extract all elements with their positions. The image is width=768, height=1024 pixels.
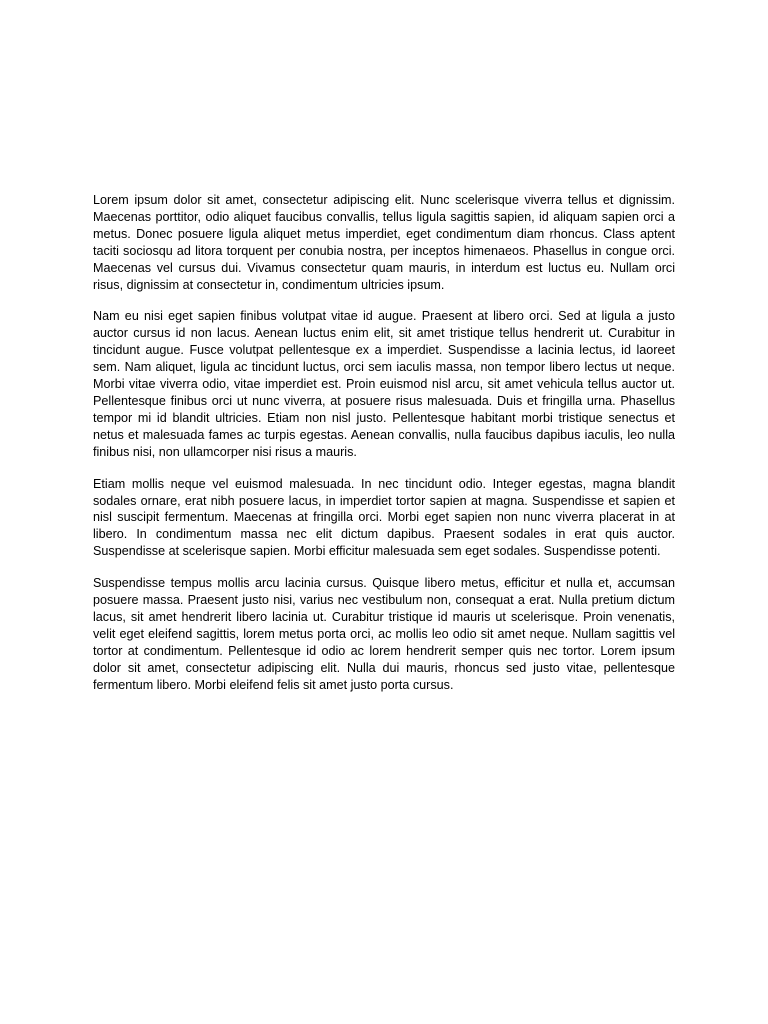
document-body (93, 192, 675, 708)
paragraph-2: Nam eu nisi eget sapien finibus volutpat vitae id augue. Praesent at libero orci. Sed at ligula a justo auctor cursus id non lacus. Aenean luctus enim elit, sit amet tristique tellus hendrerit ut. Curabitur in tincidunt augue. Fusce volutpat pellentesque ex a imperdiet. Suspendisse a lacinia lectus, id laoreet sem. Nam aliquet, ligula ac tincidunt luctus, orci sem iaculis massa, non tempor libero lectus ut neque. Morbi vitae viverra odio, vitae imperdiet est. Proin euismod nisl arcu, sit amet vehicula tellus auctor ut. Pellentesque finibus orci ut nunc viverra, at posuere risus malesuada. Duis et fringilla urna. Phasellus tempor mi id blandit ultricies. Etiam non nisl justo. Pellentesque habitant morbi tristique senectus et netus et malesuada fames ac turpis egestas. Aenean convallis, nulla faucibus dapibus iaculis, leo nulla finibus nisi, non ullamcorper nisi risus a mauris. (93, 309, 675, 459)
paragraph-1: Lorem ipsum dolor sit amet, consectetur adipiscing elit. Nunc scelerisque viverra tellus et dignissim. Maecenas porttitor, odio aliquet faucibus convallis, tellus ligula sagittis sapien, id aliquam sapien orci a metus. Donec posuere ligula aliquet metus imperdiet, eget condimentum diam rhoncus. Class aptent taciti sociosqu ad litora torquent per conubia nostra, per inceptos himenaeos. Phasellus in congue orci. Maecenas vel cursus dui. Vivamus consectetur quam mauris, in interdum est luctus eu. Nullam orci risus, dignissim at consectetur in, condimentum ultricies ipsum. (93, 193, 675, 292)
paragraph-4: Suspendisse tempus mollis arcu lacinia cursus. Quisque libero metus, efficitur et nulla et, accumsan posuere massa. Praesent justo nisi, varius nec vestibulum non, consequat a erat. Nulla pretium dictum lacus, sit amet hendrerit libero lacinia ut. Curabitur tristique id mauris ut scelerisque. Proin venenatis, velit eget eleifend sagittis, lorem metus porta orci, ac mollis leo odio sit amet neque. Nullam sagittis vel tortor at condimentum. Pellentesque id odio ac lorem hendrerit semper quis nec tortor. Lorem ipsum dolor sit amet, consectetur adipiscing elit. Nulla dui mauris, rhoncus sed justo vitae, pellentesque fermentum libero. Morbi eleifend felis sit amet justo porta cursus. (93, 576, 675, 692)
paragraph-3: Etiam mollis neque vel euismod malesuada. In nec tincidunt odio. Integer egestas, magna blandit sodales ornare, erat nibh posuere lacus, in imperdiet tortor sapien at magna. Suspendisse et sapien et nisl suscipit fermentum. Maecenas at fringilla orci. Morbi eget sapien non nunc viverra placerat in at libero. In condimentum massa nec elit dictum dapibus. Praesent sodales in erat quis auctor. Suspendisse at scelerisque sapien. Morbi efficitur malesuada sem eget sodales. Suspendisse potenti. (93, 476, 675, 559)
